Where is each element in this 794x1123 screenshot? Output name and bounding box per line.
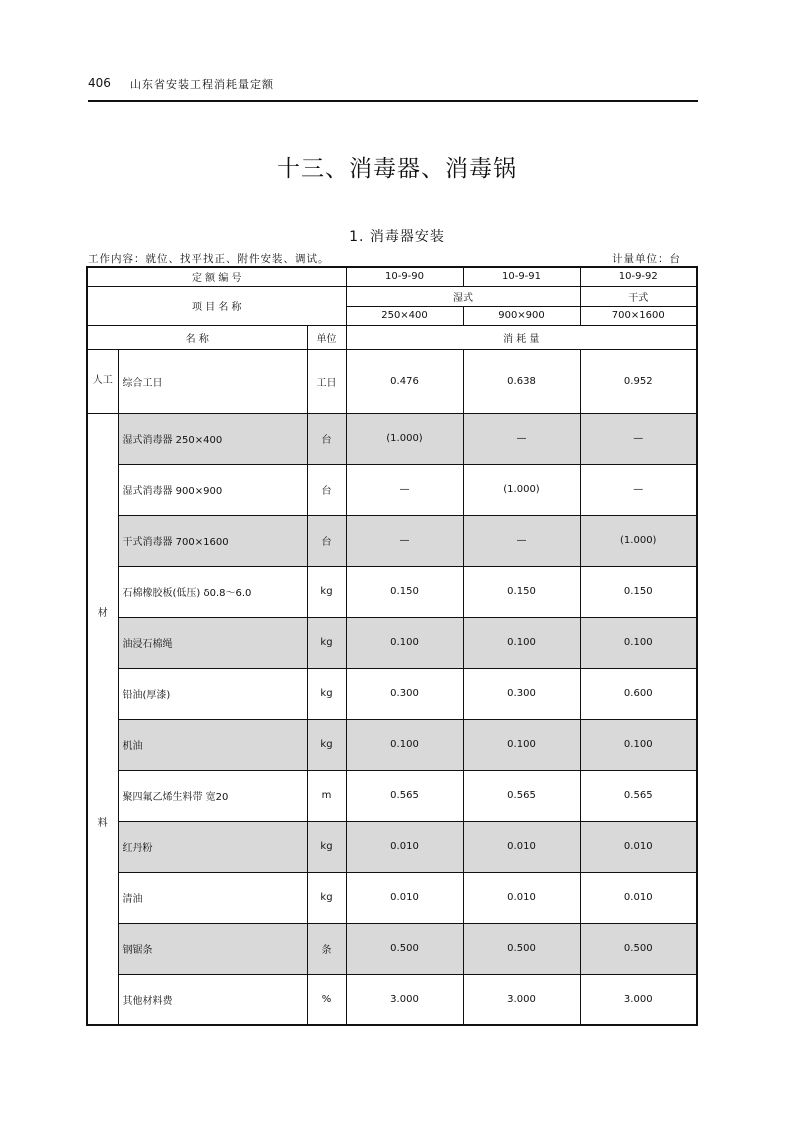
header-rule — [88, 100, 698, 102]
material-name: 聚四氟乙烯生料带 宽20 — [118, 770, 307, 821]
col-name-header: 名 称 — [87, 325, 307, 349]
col-consumption-header: 消 耗 量 — [346, 325, 697, 349]
material-name: 红丹粉 — [118, 821, 307, 872]
material-name: 钢锯条 — [118, 923, 307, 974]
material-unit: 条 — [307, 923, 346, 974]
material-row — [87, 413, 697, 464]
material-row — [87, 566, 697, 617]
code-row — [87, 267, 697, 286]
material-unit: kg — [307, 872, 346, 923]
material-unit: kg — [307, 668, 346, 719]
material-unit: % — [307, 974, 346, 1025]
book-title: 山东省安装工程消耗量定额 — [130, 78, 274, 91]
section-title: 1. 消毒器安装 — [349, 229, 445, 245]
material-value: 0.100 — [346, 617, 463, 668]
type-dry: 干式 — [580, 286, 697, 306]
material-value: — — [580, 464, 697, 515]
labor-item-unit: 工日 — [307, 349, 346, 413]
labor-group-label: 人工 — [87, 349, 118, 413]
material-value: 0.010 — [463, 821, 580, 872]
material-value: 0.010 — [346, 821, 463, 872]
material-name: 铅油(厚漆) — [118, 668, 307, 719]
item-name-label: 项 目 名 称 — [87, 286, 346, 325]
material-value: 0.600 — [580, 668, 697, 719]
material-row — [87, 515, 697, 566]
material-name: 石棉橡胶板(低压) δ0.8～6.0 — [118, 566, 307, 617]
material-name: 清油 — [118, 872, 307, 923]
material-value: 0.100 — [463, 617, 580, 668]
material-value: 0.565 — [346, 770, 463, 821]
quota-code-label: 定 额 编 号 — [87, 267, 346, 286]
labor-item-name: 综合工日 — [118, 349, 307, 413]
material-value: 0.010 — [463, 872, 580, 923]
labor-value: 0.952 — [580, 349, 697, 413]
chapter-title: 十三、消毒器、消毒锅 — [277, 156, 517, 182]
material-value: 0.010 — [580, 821, 697, 872]
material-value: — — [463, 515, 580, 566]
material-value: 0.500 — [580, 923, 697, 974]
material-value: (1.000) — [463, 464, 580, 515]
material-row — [87, 617, 697, 668]
material-value: 0.300 — [463, 668, 580, 719]
material-value: 0.100 — [346, 719, 463, 770]
material-value: 0.100 — [463, 719, 580, 770]
col-unit-header: 单位 — [307, 325, 346, 349]
quota-code: 10-9-90 — [346, 267, 463, 286]
material-value: 0.100 — [580, 617, 697, 668]
labor-value: 0.638 — [463, 349, 580, 413]
material-unit: m — [307, 770, 346, 821]
material-row — [87, 974, 697, 1025]
material-unit: kg — [307, 719, 346, 770]
material-value: 0.100 — [580, 719, 697, 770]
column-header-row — [87, 325, 697, 349]
material-value: 0.150 — [463, 566, 580, 617]
material-unit: 台 — [307, 515, 346, 566]
material-value: (1.000) — [346, 413, 463, 464]
material-name: 油浸石棉绳 — [118, 617, 307, 668]
material-name: 湿式消毒器 900×900 — [118, 464, 307, 515]
material-group-bottom: 料 — [97, 817, 108, 829]
material-value: — — [580, 413, 697, 464]
material-unit: kg — [307, 617, 346, 668]
material-name: 干式消毒器 700×1600 — [118, 515, 307, 566]
quota-code: 10-9-91 — [463, 267, 580, 286]
material-value: (1.000) — [580, 515, 697, 566]
page-header — [88, 72, 698, 102]
quota-table — [86, 266, 698, 1026]
material-row — [87, 668, 697, 719]
work-content: 工作内容：就位、找平找正、附件安装、调试。 — [88, 253, 330, 265]
spec: 250×400 — [346, 306, 463, 325]
material-value: 0.500 — [346, 923, 463, 974]
material-value: 0.010 — [580, 872, 697, 923]
material-value: 0.565 — [580, 770, 697, 821]
material-value: 0.565 — [463, 770, 580, 821]
material-row — [87, 923, 697, 974]
material-row — [87, 464, 697, 515]
material-value: 0.150 — [346, 566, 463, 617]
material-value: 0.150 — [580, 566, 697, 617]
labor-value: 0.476 — [346, 349, 463, 413]
unit-note: 计量单位：台 — [612, 253, 681, 265]
material-value: 3.000 — [463, 974, 580, 1025]
type-row — [87, 286, 697, 306]
material-row — [87, 770, 697, 821]
material-name: 湿式消毒器 250×400 — [118, 413, 307, 464]
material-row — [87, 821, 697, 872]
labor-row — [87, 349, 697, 413]
spec: 700×1600 — [580, 306, 697, 325]
material-name: 机油 — [118, 719, 307, 770]
material-value: — — [463, 413, 580, 464]
material-unit: 台 — [307, 413, 346, 464]
material-unit: kg — [307, 821, 346, 872]
material-value: 0.500 — [463, 923, 580, 974]
material-value: 0.300 — [346, 668, 463, 719]
quota-code: 10-9-92 — [580, 267, 697, 286]
material-unit: 台 — [307, 464, 346, 515]
material-unit: kg — [307, 566, 346, 617]
material-row — [87, 872, 697, 923]
spec: 900×900 — [463, 306, 580, 325]
material-value: 3.000 — [580, 974, 697, 1025]
material-value: — — [346, 464, 463, 515]
material-value: 0.010 — [346, 872, 463, 923]
material-group-top: 材 — [97, 607, 108, 619]
material-value: — — [346, 515, 463, 566]
material-group-label — [87, 413, 118, 1025]
type-wet: 湿式 — [346, 286, 580, 306]
material-value: 3.000 — [346, 974, 463, 1025]
page-number: 406 — [88, 76, 111, 90]
material-name: 其他材料费 — [118, 974, 307, 1025]
material-row — [87, 719, 697, 770]
